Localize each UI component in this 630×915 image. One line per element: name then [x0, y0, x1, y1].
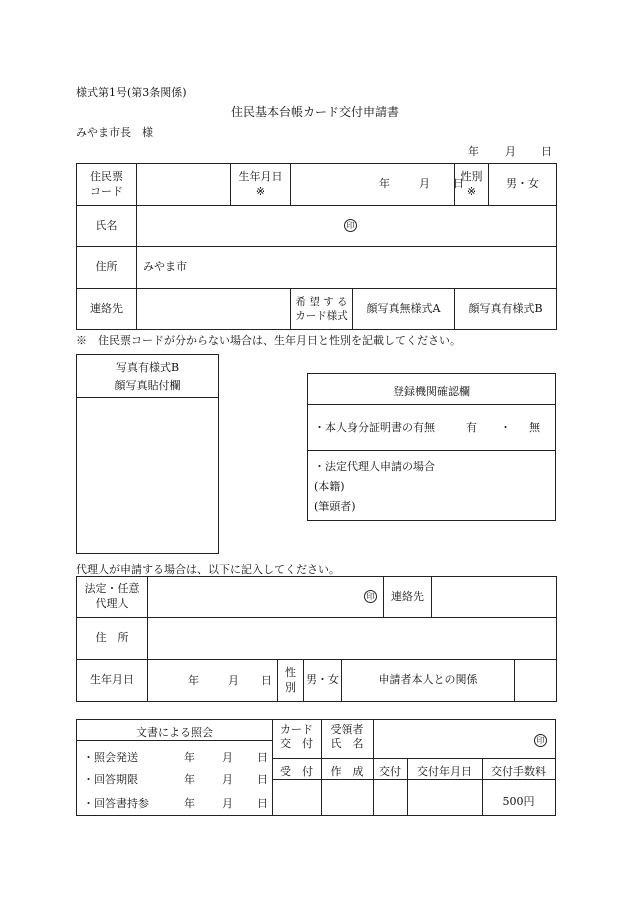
agent-birth-table	[76, 659, 557, 702]
inquiry-row-1-month: 月	[222, 751, 233, 764]
inquiry-row-3-year: 年	[184, 797, 195, 810]
card-issue-label: カード 交 付	[280, 723, 313, 750]
contact-field[interactable]	[137, 289, 291, 330]
birth-label: 生年月日	[238, 169, 283, 183]
registry-box	[307, 373, 556, 521]
inquiry-title: 文書による照会	[136, 726, 213, 739]
id-no-option[interactable]: 無	[529, 421, 540, 434]
date-year-label: 年	[468, 145, 479, 158]
agent-intro: 代理人が申請する場合は、以下に記入してください。	[76, 563, 340, 576]
agent-gender-choice[interactable]: 男・女	[304, 660, 342, 702]
inquiry-row-1-day: 日	[257, 751, 268, 764]
col-issue-date: 交付年月日	[417, 765, 472, 778]
addressee: みやま市長 様	[76, 126, 153, 139]
name-label: 氏名	[77, 206, 137, 247]
birth-month-label: 月	[419, 177, 430, 190]
name-field[interactable]	[137, 206, 557, 247]
card-type-b-option[interactable]: 顔写真有様式B	[455, 289, 557, 330]
registry-divider-1	[308, 404, 555, 405]
form-number: 様式第1号(第3条関係)	[76, 86, 187, 99]
photo-box-divider	[77, 397, 218, 398]
registry-divider-2	[308, 450, 555, 451]
application-table	[76, 163, 557, 330]
card-type-a-option[interactable]: 顔写真無様式A	[353, 289, 455, 330]
col-create: 作 成	[330, 765, 364, 778]
agent-birth-field[interactable]	[148, 660, 278, 702]
seal-icon: 印	[364, 590, 377, 603]
col-receipt: 受 付	[280, 765, 313, 778]
agent-name-field[interactable]	[148, 577, 384, 618]
agent-contact-label: 連絡先	[384, 577, 432, 618]
receiver-name-field[interactable]	[534, 733, 547, 747]
form-title: 住民基本台帳カード交付申請書	[230, 105, 399, 119]
birth-day-label: 日	[453, 177, 464, 190]
agent-birth-month: 月	[228, 674, 239, 687]
id-separator: ・	[500, 421, 511, 434]
agent-birth-label: 生年月日	[77, 660, 148, 702]
id-yes-option[interactable]: 有	[466, 421, 477, 434]
inquiry-row-3-label: ・回答書持参	[83, 797, 149, 810]
agent-contact-field[interactable]	[432, 577, 557, 618]
agent-address-field[interactable]	[148, 618, 557, 660]
gender-asterisk: ※	[466, 184, 477, 198]
juminhyo-code-label: 住民票 コード	[77, 164, 137, 206]
juminhyo-code-field[interactable]	[137, 164, 231, 206]
inquiry-row-3-month: 月	[222, 797, 233, 810]
inquiry-row-2-month: 月	[222, 773, 233, 786]
inquiry-row-2-label: ・回答期限	[83, 773, 138, 786]
birth-date-field[interactable]	[291, 164, 464, 206]
relation-field[interactable]	[515, 660, 557, 702]
gender-label: 性別	[460, 169, 483, 183]
col-issue: 交付	[379, 765, 401, 778]
honseki-label: (本籍)	[314, 480, 345, 493]
date-day-label: 日	[541, 145, 552, 158]
col-fee: 交付手数料	[491, 765, 546, 778]
fee-value: 500円	[502, 795, 535, 808]
agent-birth-day: 日	[261, 674, 272, 687]
agent-gender-label: 性 別	[278, 660, 304, 702]
registry-title: 登録機関確認欄	[393, 385, 470, 398]
address-field[interactable]: みやま市	[137, 247, 557, 289]
hittousha-label: (筆頭者)	[314, 500, 356, 513]
birth-year-label: 年	[379, 177, 390, 190]
card-type-label: 希 望 す る カード様式	[291, 289, 353, 330]
contact-label: 連絡先	[77, 289, 137, 330]
birth-label-cell	[231, 164, 291, 206]
id-check-label: ・本人身分証明書の有無	[314, 421, 435, 434]
inquiry-row-2-day: 日	[257, 773, 268, 786]
date-month-label: 月	[505, 145, 516, 158]
note-text: ※ 住民票コードが分からない場合は、生年月日と性別を記載してください。	[76, 334, 461, 347]
birth-asterisk: ※	[255, 184, 266, 198]
seal-icon: 印	[344, 219, 357, 232]
legal-agent-label: ・法定代理人申請の場合	[314, 460, 435, 473]
inquiry-row-1-label: ・照会発送	[83, 751, 138, 764]
photo-box[interactable]	[76, 354, 219, 554]
seal-icon: 印	[534, 734, 547, 747]
office-use-table	[76, 719, 556, 816]
agent-table	[76, 576, 557, 660]
relation-label: 申請者本人との関係	[342, 660, 515, 702]
photo-box-line2: 顔写真貼付欄	[114, 379, 181, 392]
agent-birth-year: 年	[188, 674, 199, 687]
receiver-name-label: 受領者 氏 名	[330, 723, 364, 750]
inquiry-row-1-year: 年	[184, 751, 195, 764]
gender-choice[interactable]: 男・女	[489, 164, 557, 206]
address-label: 住所	[77, 247, 137, 289]
inquiry-row-3-day: 日	[257, 797, 268, 810]
agent-address-label: 住 所	[77, 618, 148, 660]
inquiry-row-2-year: 年	[184, 773, 195, 786]
agent-label: 法定・任意 代理人	[77, 577, 148, 618]
photo-box-line1: 写真有様式B	[115, 361, 180, 374]
